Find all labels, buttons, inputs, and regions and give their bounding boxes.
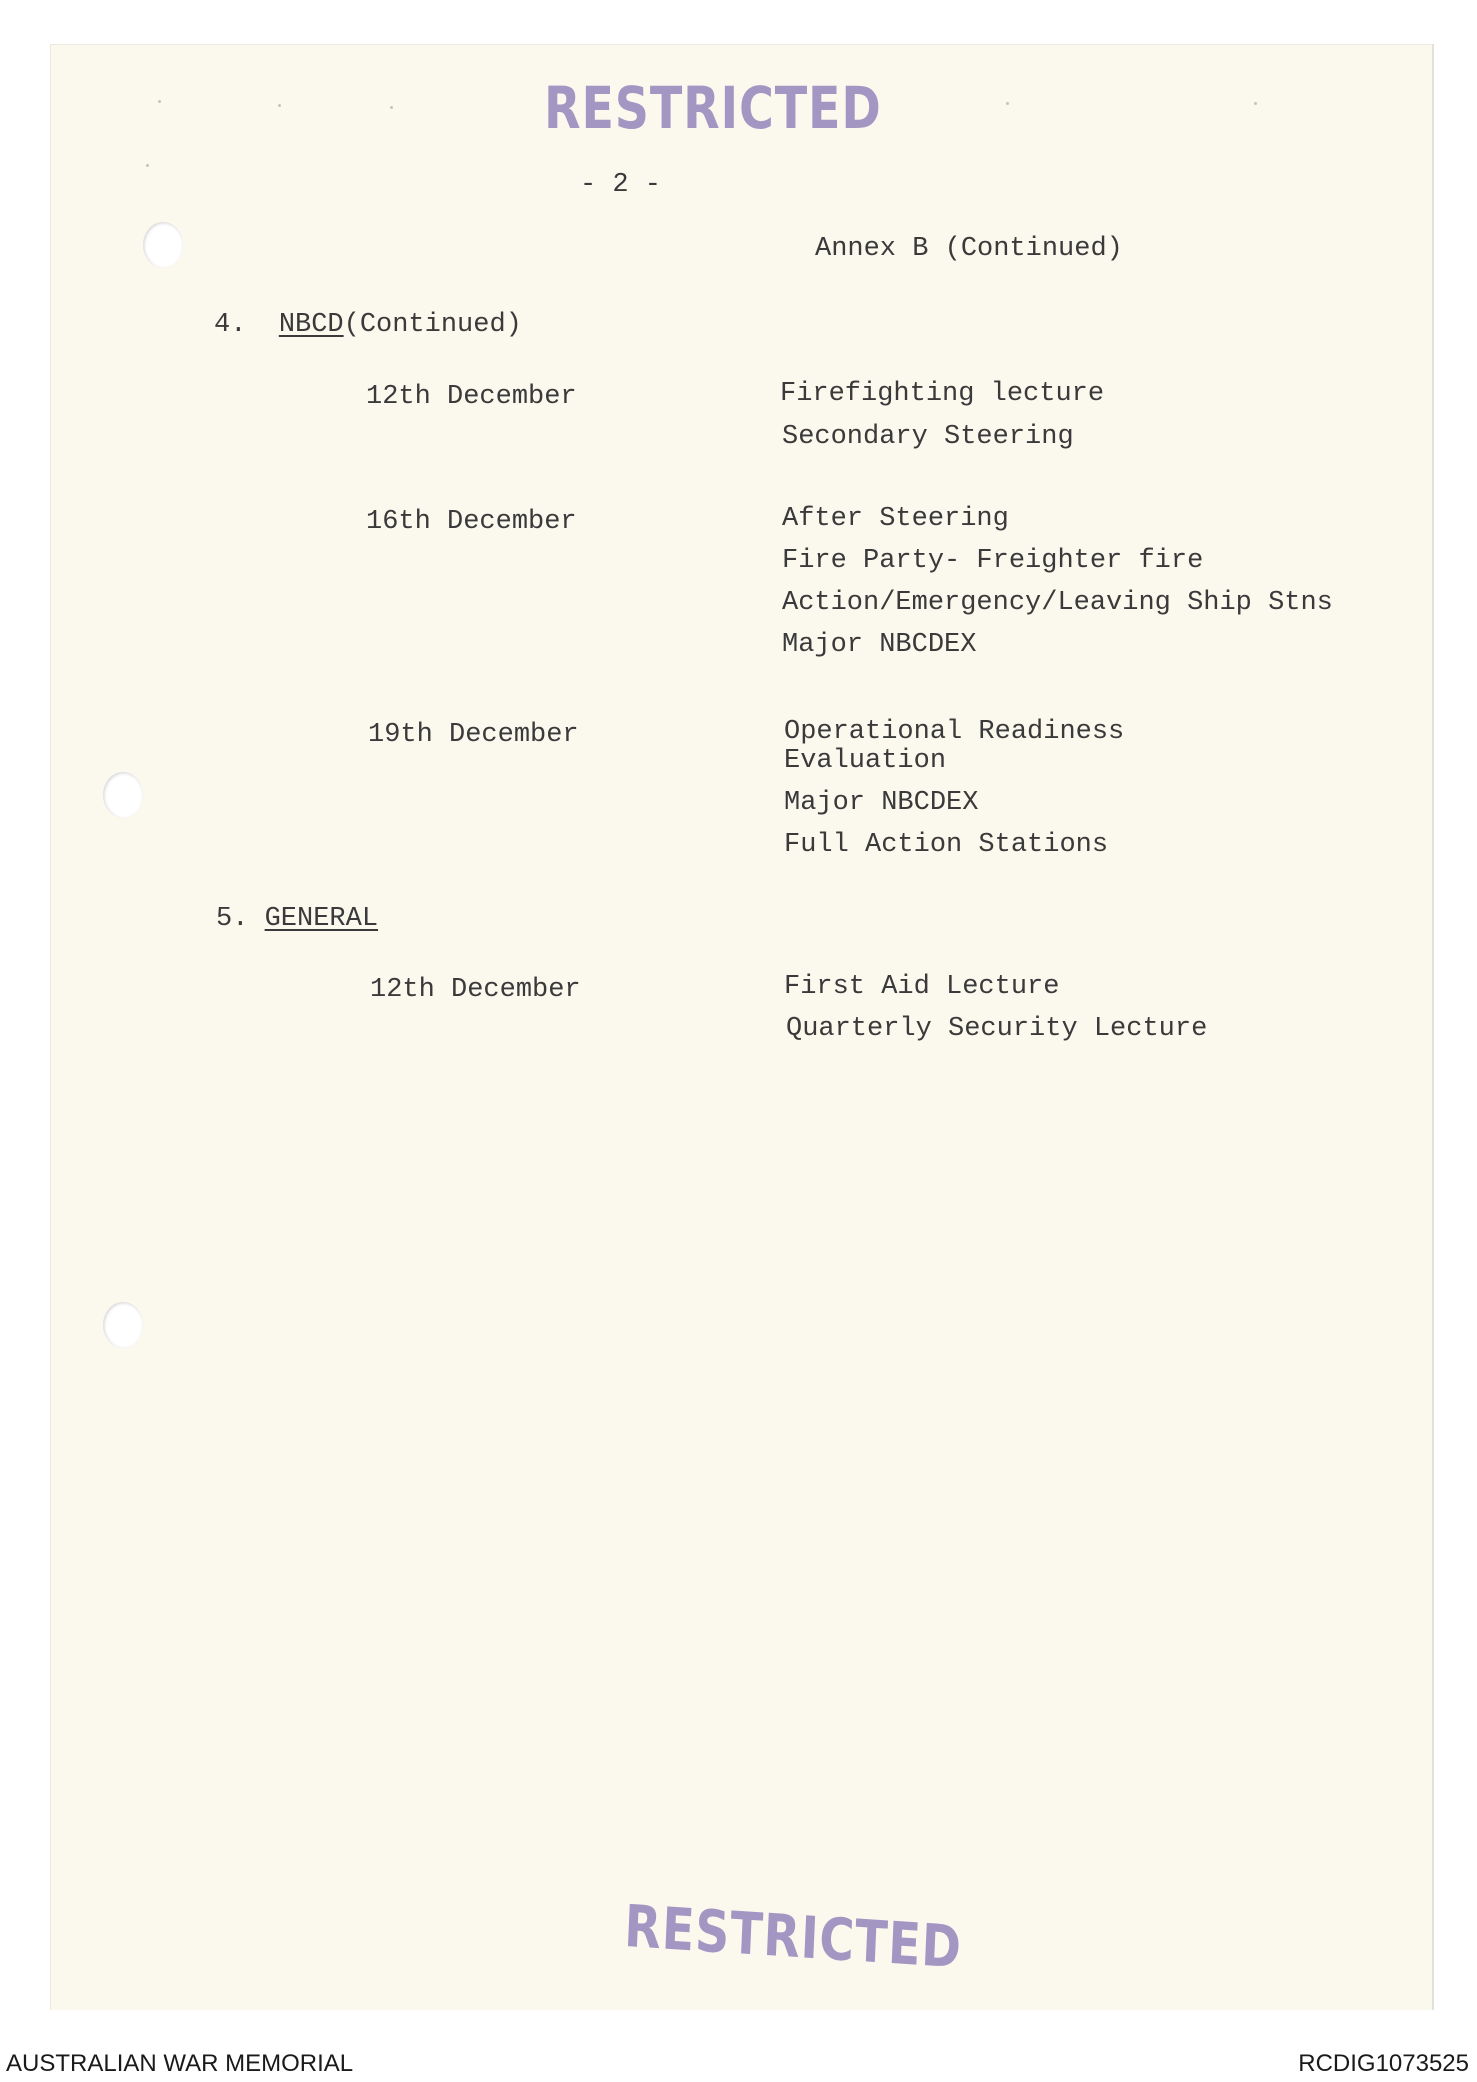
paper-speck xyxy=(390,106,393,109)
paper-speck xyxy=(1254,102,1257,105)
paper-speck xyxy=(146,164,149,167)
section-title: NBCD xyxy=(278,310,344,340)
punch-hole-lower xyxy=(103,1302,143,1348)
section-number: 4. xyxy=(214,310,247,340)
punch-hole-middle xyxy=(103,772,143,818)
schedule-item: Major NBCDEX xyxy=(784,788,979,818)
schedule-item: First Aid Lecture xyxy=(784,972,1060,1002)
schedule-item: Evaluation xyxy=(784,746,947,776)
schedule-item: Fire Party- Freighter fire xyxy=(782,546,1204,576)
schedule-item: Secondary Steering xyxy=(782,422,1074,452)
restricted-stamp-top: RESTRICTED xyxy=(544,74,882,142)
section-title-suffix: (Continued) xyxy=(343,310,522,340)
schedule-date: 16th December xyxy=(366,507,577,537)
schedule-item: Operational Readiness xyxy=(784,717,1125,747)
schedule-item: Full Action Stations xyxy=(784,830,1109,860)
schedule-date: 12th December xyxy=(370,975,581,1005)
restricted-stamp-bottom: RESTRICTED xyxy=(623,1892,964,1982)
document-page xyxy=(50,44,1434,2010)
schedule-item: Quarterly Security Lecture xyxy=(786,1014,1208,1044)
footer-institution: AUSTRALIAN WAR MEMORIAL xyxy=(6,2050,354,2077)
schedule-date: 12th December xyxy=(366,382,577,412)
section-5-heading xyxy=(216,904,378,934)
section-4-heading xyxy=(214,310,522,340)
schedule-item: Action/Emergency/Leaving Ship Stns xyxy=(782,588,1333,618)
schedule-item: After Steering xyxy=(782,504,1009,534)
schedule-item: Firefighting lecture xyxy=(780,379,1105,409)
section-number: 5. xyxy=(216,904,249,934)
footer-record-id: RCDIG1073525 xyxy=(1298,2050,1469,2077)
paper-speck xyxy=(158,100,161,103)
punch-hole-top xyxy=(143,222,183,268)
schedule-date: 19th December xyxy=(368,720,579,750)
page-number: - 2 - xyxy=(580,170,662,200)
annex-heading: Annex B (Continued) xyxy=(815,234,1123,264)
paper-speck xyxy=(1006,102,1009,105)
paper-speck xyxy=(278,104,281,107)
schedule-item: Major NBCDEX xyxy=(782,630,977,660)
section-title: GENERAL xyxy=(264,904,379,934)
